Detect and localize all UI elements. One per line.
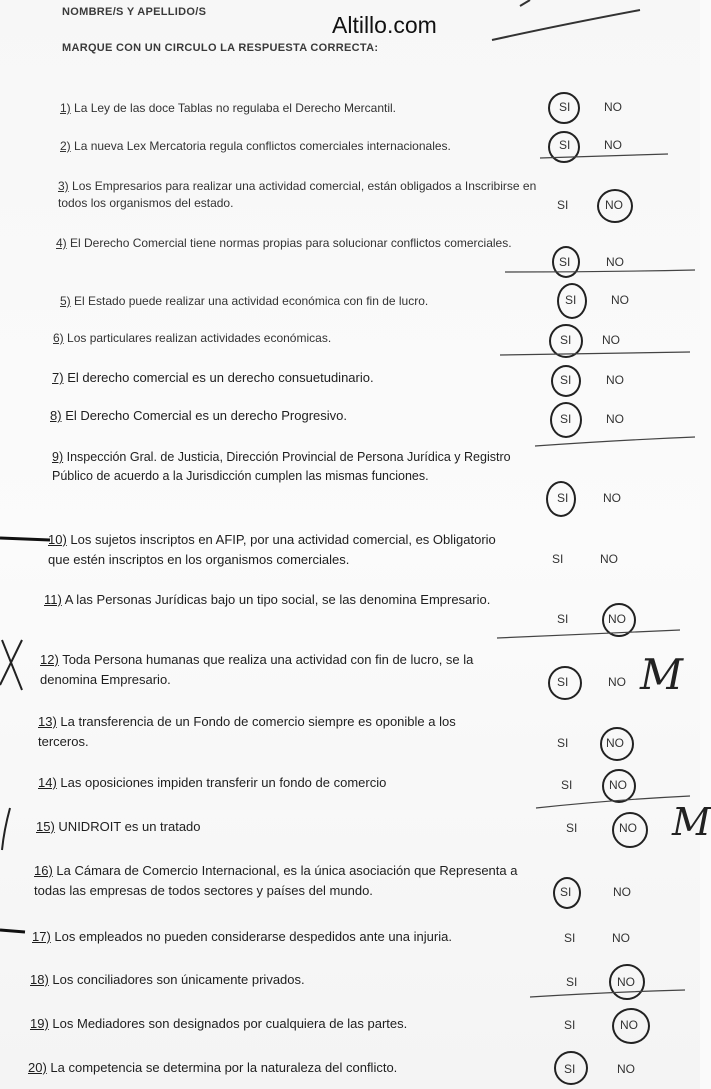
answer-no[interactable]: NO [608, 612, 626, 626]
answer-circle [612, 1008, 650, 1044]
answer-no[interactable]: NO [619, 821, 637, 835]
answer-si[interactable]: SI [564, 1018, 576, 1032]
pen-stroke [500, 352, 690, 355]
answer-circle [602, 769, 636, 803]
question-4: 4) El Derecho Comercial tiene normas propias para solucionar conflictos comerciales. [56, 236, 512, 250]
pen-stroke [530, 990, 685, 997]
pen-stroke [497, 630, 680, 638]
answer-circle [548, 131, 580, 163]
answer-si[interactable]: SI [557, 491, 569, 505]
answer-no[interactable]: NO [606, 412, 624, 426]
answer-si[interactable]: SI [557, 198, 569, 212]
answer-circle [557, 283, 587, 319]
pen-stroke [535, 437, 695, 446]
question-10: 10) Los sujetos inscriptos en AFIP, por una actividad comercial, es Obligatorio que estén inscriptos en los organismos comerciales. [48, 532, 496, 567]
pen-stroke [520, 0, 530, 6]
answer-no[interactable]: NO [617, 1062, 635, 1076]
answer-circle [600, 727, 634, 761]
answer-si[interactable]: SI [565, 293, 577, 307]
answer-circle [550, 402, 582, 438]
pen-stroke [492, 10, 640, 40]
answer-si[interactable]: SI [557, 675, 569, 689]
answer-no[interactable]: NO [612, 931, 630, 945]
question-20: 20) La competencia se determina por la naturaleza del conflicto. [28, 1060, 398, 1075]
answer-circle [553, 877, 581, 909]
question-5: 5) El Estado puede realizar una actividad económica con fin de lucro. [60, 294, 429, 308]
question-3: 3) Los Empresarios para realizar una actividad comercial, están obligados a Inscribirse en todos los organismos del estado. [58, 179, 537, 210]
answer-circle [548, 666, 582, 700]
answer-si[interactable]: SI [561, 778, 573, 792]
answer-circle [551, 365, 581, 397]
answer-circle [612, 812, 648, 848]
question-1: 1) La Ley de las doce Tablas no regulaba el Derecho Mercantil. [60, 101, 396, 115]
name-line: NOMBRE/S Y APELLIDO/S [62, 6, 207, 18]
answer-circle [548, 92, 580, 124]
answer-circle [554, 1051, 588, 1085]
answer-no[interactable]: NO [600, 552, 618, 566]
answer-circle [602, 603, 636, 637]
margin-mark-m: M [640, 650, 684, 699]
answer-si[interactable]: SI [560, 373, 572, 387]
answer-no[interactable]: NO [605, 198, 623, 212]
answer-no[interactable]: NO [609, 778, 627, 792]
answer-si[interactable]: SI [560, 885, 572, 899]
question-8: 8) El Derecho Comercial es un derecho Progresivo. [50, 408, 347, 423]
question-11: 11) A las Personas Jurídicas bajo un tipo social, se las denomina Empresario. [44, 592, 491, 607]
question-17: 17) Los empleados no pueden considerarse despedidos ante una injuria. [32, 929, 452, 944]
answer-si[interactable]: SI [564, 931, 576, 945]
cross-mark [0, 640, 22, 690]
answer-circle [549, 324, 583, 358]
answer-si[interactable]: SI [564, 1062, 576, 1076]
answer-si[interactable]: SI [559, 100, 571, 114]
answer-si[interactable]: SI [552, 552, 564, 566]
question-6: 6) Los particulares realizan actividades económicas. [53, 331, 332, 345]
answer-circle [597, 189, 633, 223]
answer-no[interactable]: NO [604, 138, 622, 152]
answer-si[interactable]: SI [566, 975, 578, 989]
watermark: Altillo.com [332, 12, 437, 38]
answer-no[interactable]: NO [617, 975, 635, 989]
question-15: 15) UNIDROIT es un tratado [36, 819, 201, 834]
answer-no[interactable]: NO [613, 885, 631, 899]
question-19: 19) Los Mediadores son designados por cualquiera de las partes. [30, 1016, 408, 1031]
pen-stroke [0, 930, 25, 932]
answer-no[interactable]: NO [602, 333, 620, 347]
question-9: 9) Inspección Gral. de Justicia, Dirección Provincial de Persona Jurídica y Registro Público de acuerdo a la Jurisdicción cumplen las mismas funciones. [52, 450, 511, 483]
answer-si[interactable]: SI [557, 736, 569, 750]
answer-si[interactable]: SI [559, 255, 571, 269]
answer-si[interactable]: SI [557, 612, 569, 626]
question-16: 16) La Cámara de Comercio Internacional, es la única asociación que Representa a todas las empresas de todos sectores y países del mundo. [34, 863, 518, 898]
question-13: 13) La transferencia de un Fondo de comercio siempre es oponible a los terceros. [38, 714, 456, 749]
answer-circle [609, 964, 645, 1000]
question-12: 12) Toda Persona humanas que realiza una actividad con fin de lucro, se la denomina Empresario. [40, 652, 474, 687]
answer-si[interactable]: SI [566, 821, 578, 835]
margin-mark-m: M [672, 800, 711, 844]
question-2: 2) La nueva Lex Mercatoria regula conflictos comerciales internacionales. [60, 139, 451, 153]
answer-no[interactable]: NO [604, 100, 622, 114]
pen-stroke [505, 270, 695, 272]
answer-no[interactable]: NO [611, 293, 629, 307]
question-7: 7) El derecho comercial es un derecho consuetudinario. [52, 370, 374, 385]
answer-no[interactable]: NO [606, 255, 624, 269]
pen-stroke [0, 538, 50, 540]
question-18: 18) Los conciliadores son únicamente privados. [30, 972, 305, 987]
question-14: 14) Las oposiciones impiden transferir un fondo de comercio [38, 775, 387, 790]
answer-no[interactable]: NO [606, 373, 624, 387]
instruction: MARQUE CON UN CIRCULO LA RESPUESTA CORRECTA: [62, 42, 379, 54]
check-mark [2, 808, 10, 850]
answer-circle [546, 481, 576, 517]
answer-no[interactable]: NO [606, 736, 624, 750]
answer-no[interactable]: NO [608, 675, 626, 689]
answer-si[interactable]: SI [559, 138, 571, 152]
answer-circle [552, 246, 580, 278]
answer-si[interactable]: SI [560, 412, 572, 426]
answer-si[interactable]: SI [560, 333, 572, 347]
answer-no[interactable]: NO [620, 1018, 638, 1032]
answer-no[interactable]: NO [603, 491, 621, 505]
